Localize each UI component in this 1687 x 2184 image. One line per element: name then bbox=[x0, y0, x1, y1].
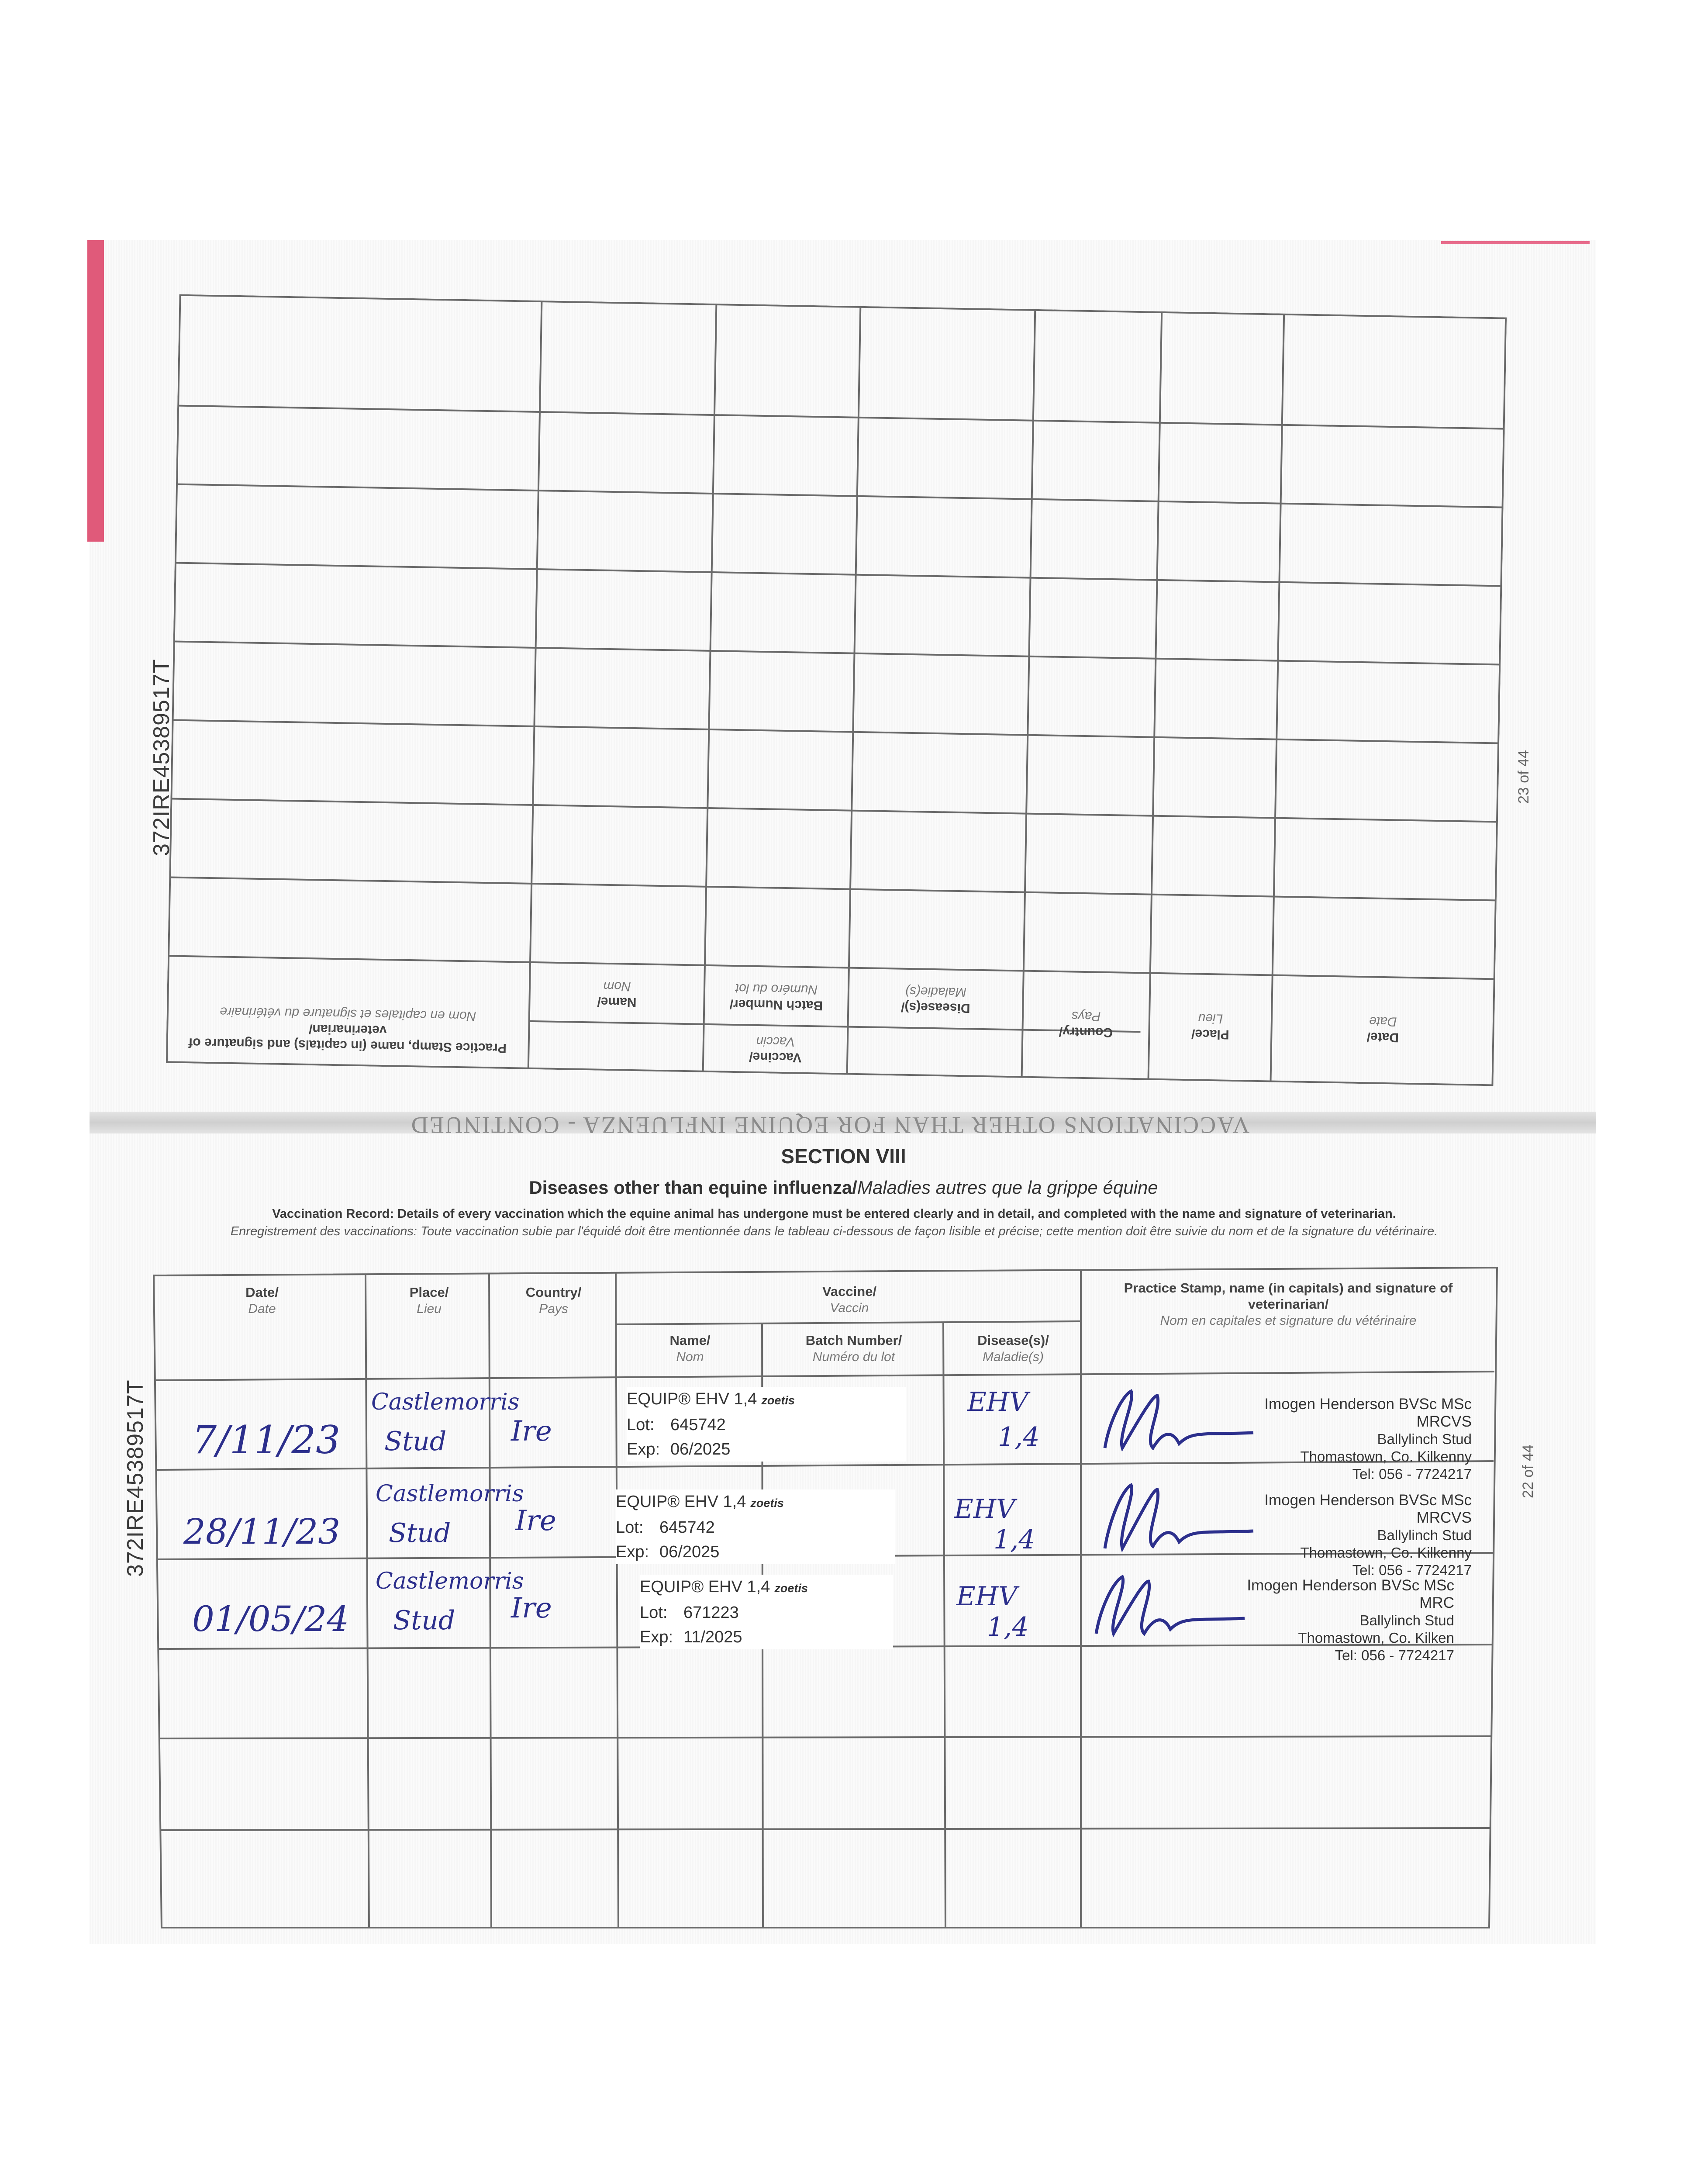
entry-1-disease-line2: 1,4 bbox=[998, 1422, 1040, 1452]
entry-2-exp: 06/2025 bbox=[659, 1543, 720, 1561]
upper-header-country: Country/ Pays bbox=[1059, 1009, 1113, 1040]
page-number-upper: 23 of 44 bbox=[1515, 750, 1532, 804]
entry-3-vaccine-label: EQUIP® EHV 1,4 zoetis Lot: 671223 Exp: 11/2025 bbox=[640, 1575, 893, 1649]
upper-header-batch: Batch Number/ Numéro du lot bbox=[729, 981, 823, 1013]
upper-header-place: Place/ Lieu bbox=[1191, 1011, 1230, 1042]
entry-3-disease-line1: EHV bbox=[956, 1581, 1018, 1612]
header-country: Country/ Pays bbox=[525, 1285, 582, 1316]
entry-1-vaccine-label: EQUIP® EHV 1,4 zoetis Lot: 645742 Exp: 06/2025 bbox=[627, 1387, 906, 1462]
entry-2-date: 28/11/23 bbox=[183, 1511, 341, 1552]
passport-number-lower: 372IRE45389517T bbox=[123, 1379, 148, 1577]
upper-header-name: Name/ Nom bbox=[597, 978, 637, 1010]
entry-2-disease-line2: 1,4 bbox=[994, 1524, 1035, 1555]
entry-1-country: Ire bbox=[511, 1415, 552, 1448]
entry-1-date: 7/11/23 bbox=[192, 1417, 341, 1462]
header-vaccine: Vaccine/ Vaccin bbox=[822, 1284, 877, 1315]
entry-2-country: Ire bbox=[515, 1505, 556, 1537]
intro-english: Vaccination Record: Details of every vaccination which the equine animal has undergone must be entered clearly and in detail, and completed with the name and signature of veterinarian. bbox=[272, 1207, 1396, 1221]
upper-table-grid bbox=[166, 294, 1507, 1086]
passport-cover-edge bbox=[87, 240, 104, 542]
entry-1-disease-line1: EHV bbox=[967, 1387, 1028, 1417]
entry-3-disease-line2: 1,4 bbox=[987, 1612, 1029, 1642]
header-name: Name/ Nom bbox=[669, 1333, 711, 1364]
passport-number-upper: 372IRE45389517T bbox=[149, 659, 174, 856]
entry-2-vaccine-label: EQUIP® EHV 1,4 zoetis Lot: 645742 Exp: 06/2025 bbox=[616, 1489, 895, 1564]
upper-header-stamp: Practice Stamp, name (in capitals) and signature of veterinarian/ Nom en capitales et signature du vétérinaire bbox=[188, 1004, 507, 1055]
section-title: SECTION VIII bbox=[781, 1145, 906, 1168]
passport-cover-edge-top bbox=[1441, 241, 1590, 244]
entry-1-lot: 645742 bbox=[670, 1416, 726, 1434]
entry-1-practice-stamp: Imogen Henderson BVSc MSc MRCVS Ballylinch Stud Thomastown, Co. Kilkenny Tel: 056 - 7724217 bbox=[1264, 1396, 1472, 1482]
entry-2-place-line1: Castlemorris bbox=[376, 1481, 524, 1507]
upper-header-vaccine: Vaccine/ Vaccin bbox=[749, 1033, 802, 1065]
upper-header-disease: Disease(s)/ Maladie(s) bbox=[900, 984, 970, 1016]
entry-1-place-line1: Castlemorris bbox=[371, 1389, 520, 1415]
entry-1-place-line2: Stud bbox=[384, 1426, 447, 1457]
entry-2-practice-stamp: Imogen Henderson BVSc MSc MRCVS Ballylinch Stud Thomastown, Co. Kilkenny Tel: 056 - 7724217 bbox=[1264, 1492, 1472, 1578]
entry-2-place-line2: Stud bbox=[389, 1518, 451, 1548]
entry-3-place-line2: Stud bbox=[393, 1605, 455, 1636]
entry-3-place-line1: Castlemorris bbox=[376, 1568, 524, 1594]
intro-french: Enregistrement des vaccinations: Toute vaccination subie par l'équidé doit être mentionnée dans le tableau ci-dessous de façon lisible et précise; cette mention doit être suivie du nom et de la signature du vétérinaire. bbox=[230, 1224, 1438, 1238]
upper-page-rotated bbox=[166, 294, 1507, 1086]
entry-3-country: Ire bbox=[511, 1592, 552, 1624]
upper-header-date: Date/ Date bbox=[1366, 1014, 1399, 1045]
entry-1-exp: 06/2025 bbox=[670, 1440, 731, 1458]
header-batch-number: Batch Number/ Numéro du lot bbox=[805, 1333, 902, 1364]
entry-3-exp: 11/2025 bbox=[683, 1628, 742, 1646]
header-place: Place/ Lieu bbox=[409, 1285, 449, 1316]
page-number-lower: 22 of 44 bbox=[1520, 1444, 1536, 1498]
entry-3-lot: 671223 bbox=[683, 1603, 739, 1622]
header-date: Date/ Date bbox=[245, 1285, 279, 1316]
header-practice-stamp: Practice Stamp, name (in capitals) and signature of veterinarian/ Nom en capitales et signature du vétérinaire bbox=[1124, 1280, 1453, 1328]
entry-2-lot: 645742 bbox=[659, 1518, 715, 1537]
entry-3-practice-stamp: Imogen Henderson BVSc MSc MRC Ballylinch Stud Thomastown, Co. Kilken Tel: 056 - 7724217 bbox=[1247, 1577, 1454, 1663]
vaccination-table bbox=[153, 1267, 1498, 1928]
header-diseases: Disease(s)/ Maladie(s) bbox=[977, 1333, 1049, 1364]
running-header-upside-down: VACCINATIONS OTHER THAN FOR EQUINE INFLUENZA - CONTINUED bbox=[410, 1112, 1250, 1138]
section-subtitle: Diseases other than equine influenza/Maladies autres que la grippe équine bbox=[529, 1177, 1158, 1198]
entry-2-disease-line1: EHV bbox=[954, 1494, 1015, 1524]
entry-3-date: 01/05/24 bbox=[192, 1599, 349, 1639]
